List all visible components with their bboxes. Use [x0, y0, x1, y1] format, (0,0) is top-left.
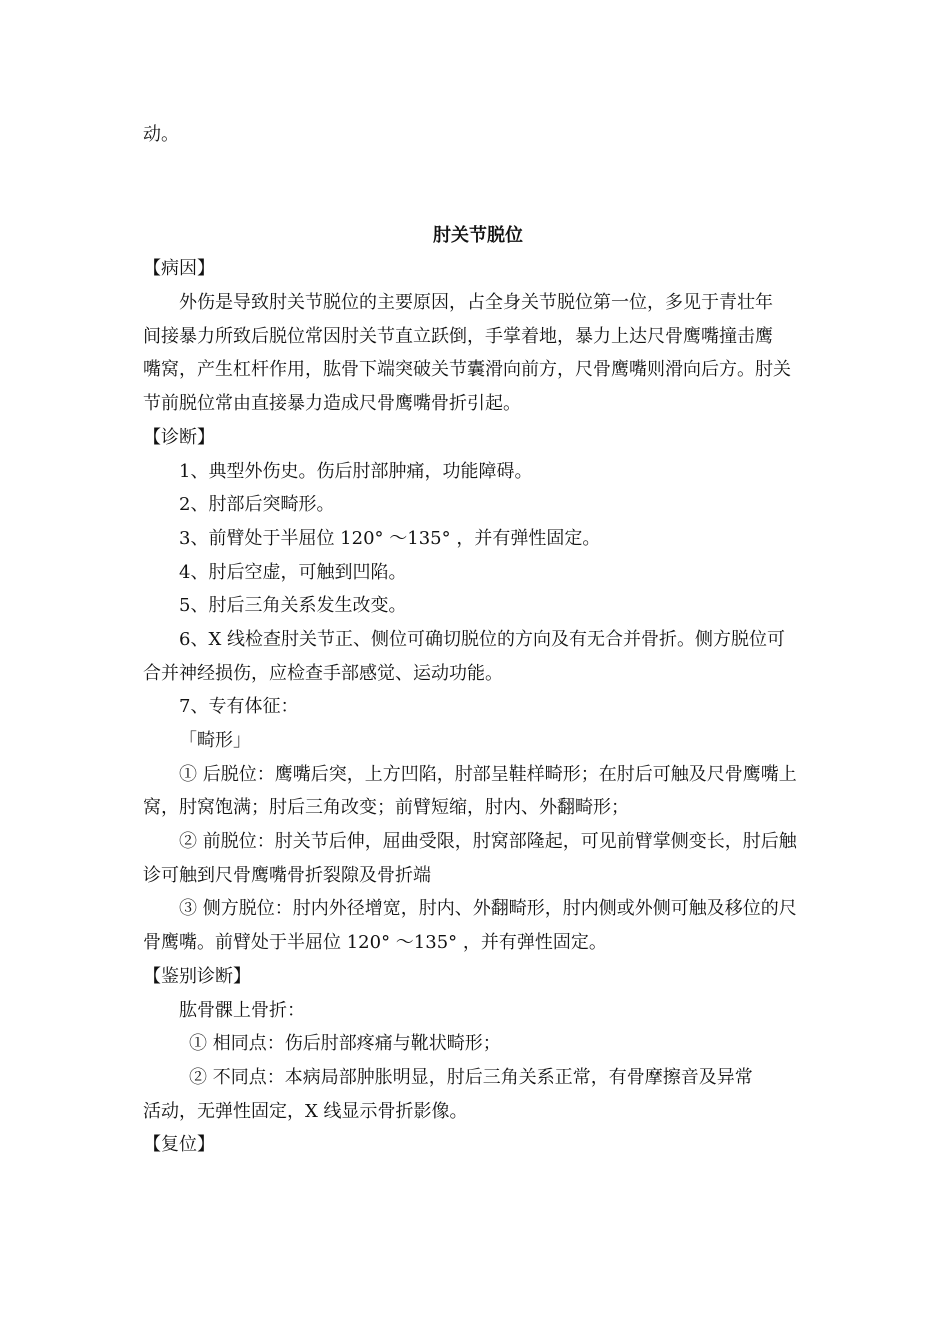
sub-item-anterior: ② 前脱位：肘关节后伸，屈曲受限，肘窝部隆起，可见前臂掌侧变长，肘后触 [179, 831, 797, 853]
sub-item-posterior: ① 后脱位：鹰嘴后突，上方凹陷，肘部呈鞋样畸形；在肘后可触及尺骨鹰嘴上 [179, 763, 797, 785]
paragraph-line: 外伤是导致肘关节脱位的主要原因，占全身关节脱位第一位，多见于青壮年 [179, 292, 773, 314]
section-heading-cause: 【病因】 [143, 258, 215, 280]
carryover-text: 动。 [143, 124, 179, 145]
list-item: 3、前臂处于半屈位 120° ～135° ，并有弹性固定。 [179, 527, 601, 549]
differential-diff: ② 不同点：本病局部肿胀明显，肘后三角关系正常，有骨摩擦音及异常 [189, 1066, 753, 1088]
document-body [143, 118, 813, 1162]
list-item: 1、典型外伤史。伤后肘部肿痛，功能障碍。 [179, 460, 533, 482]
sub-label-deformity: 「畸形」 [179, 730, 251, 751]
paragraph-line: 嘴窝，产生杠杆作用，肱骨下端突破关节囊滑向前方，尺骨鹰嘴则滑向后方。肘关 [143, 359, 791, 381]
paragraph-line: 间接暴力所致后脱位常因肘关节直立跃倒，手掌着地，暴力上达尺骨鹰嘴撞击鹰 [143, 325, 773, 347]
differential-same: ① 相同点：伤后肘部疼痛与靴状畸形； [189, 1033, 501, 1055]
sub-item-continuation: 窝，肘窝饱满；肘后三角改变；前臂短缩，肘内、外翻畸形； [143, 797, 629, 819]
list-item-continuation: 合并神经损伤，应检查手部感觉、运动功能。 [143, 662, 503, 684]
differential-subject: 肱骨髁上骨折： [179, 999, 305, 1021]
section-heading-reduction: 【复位】 [143, 1134, 215, 1156]
section-heading-diagnosis: 【诊断】 [143, 426, 215, 448]
differential-diff-continuation: 活动，无弹性固定，X 线显示骨折影像。 [143, 1100, 468, 1122]
list-item: 5、肘后三角关系发生改变。 [179, 595, 407, 617]
list-item: 4、肘后空虚，可触到凹陷。 [179, 561, 407, 583]
sub-item-lateral: ③ 侧方脱位：肘内外径增宽，肘内、外翻畸形，肘内侧或外侧可触及移位的尺 [179, 898, 797, 920]
sub-item-continuation: 骨鹰嘴。前臂处于半屈位 120° ～135° ，并有弹性固定。 [143, 932, 607, 954]
page-title: 肘关节脱位 [433, 224, 523, 246]
section-heading-differential: 【鉴别诊断】 [143, 965, 251, 987]
sub-item-continuation: 诊可触到尺骨鹰嘴骨折裂隙及骨折端 [143, 864, 431, 886]
list-item: 7、专有体征： [179, 696, 299, 718]
list-item: 6、X 线检查肘关节正、侧位可确切脱位的方向及有无合并骨折。侧方脱位可 [179, 628, 785, 650]
paragraph-line: 节前脱位常由直接暴力造成尺骨鹰嘴骨折引起。 [143, 393, 521, 415]
list-item: 2、肘部后突畸形。 [179, 494, 335, 516]
